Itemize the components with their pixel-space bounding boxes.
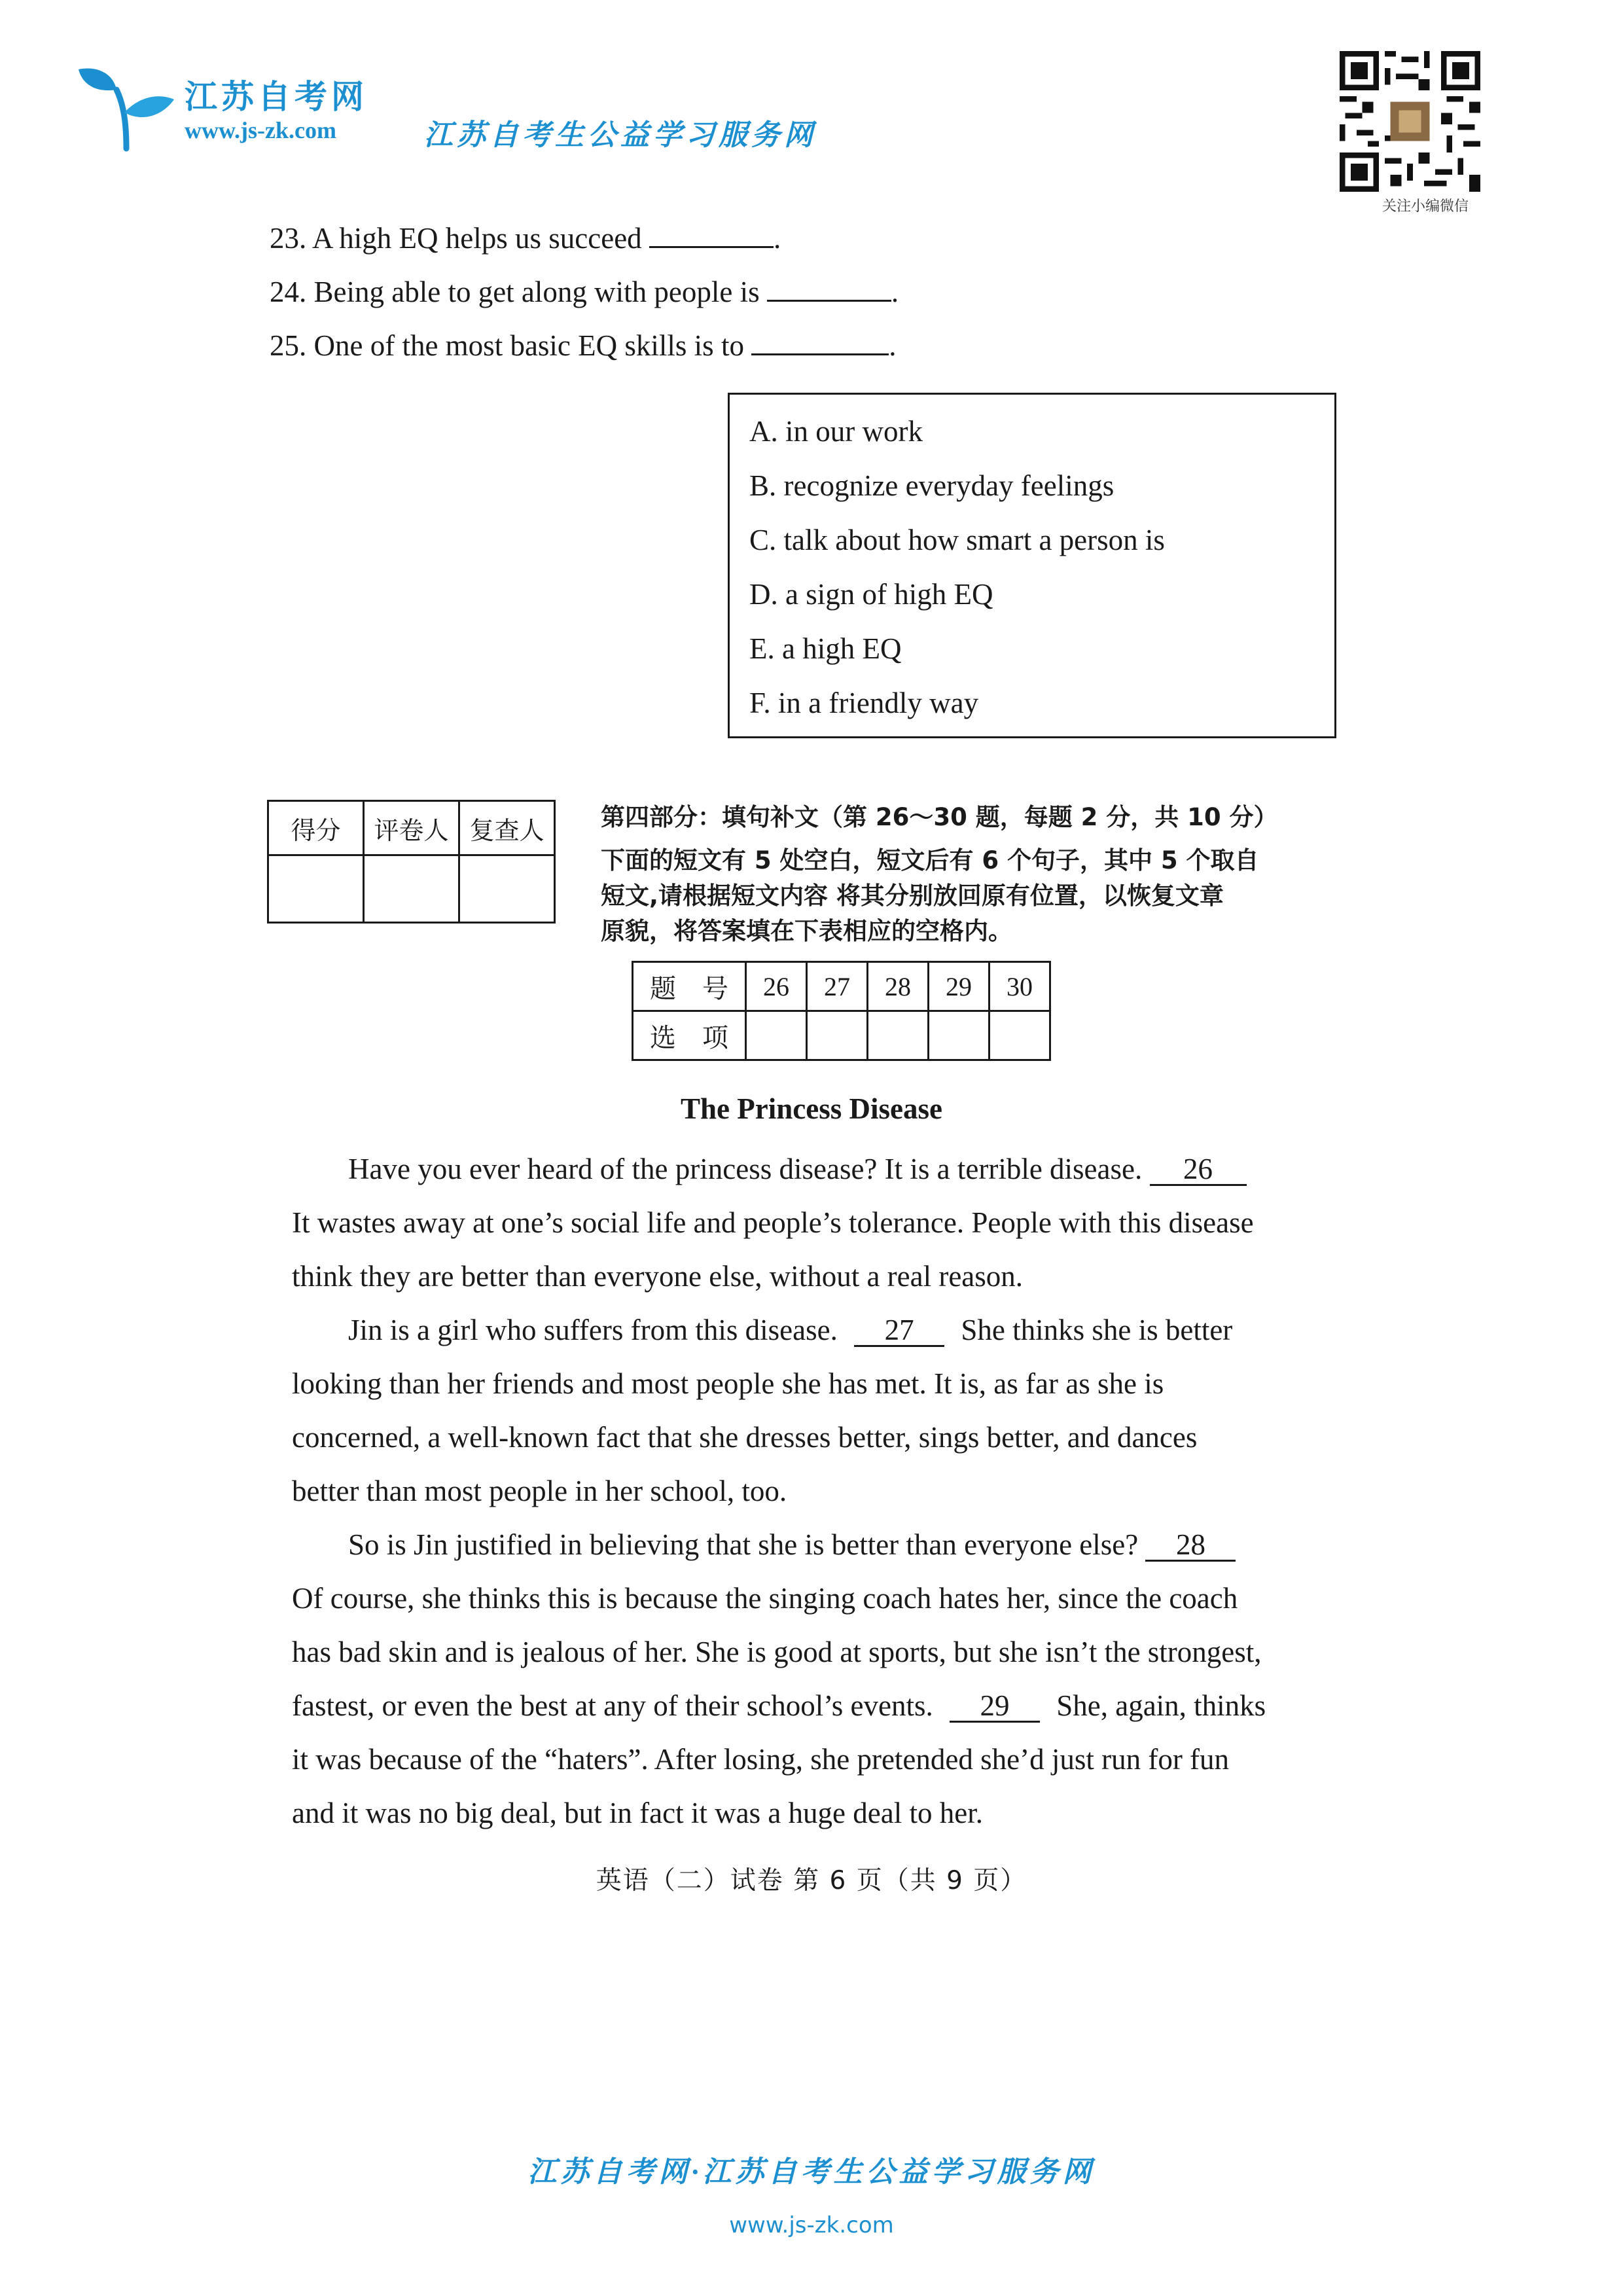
score-header: 得分 (268, 801, 364, 855)
answer-blank (649, 223, 774, 248)
site-url[interactable]: www.js-zk.com (185, 117, 336, 143)
part4-instruction-line: 下面的短文有 5 处空白，短文后有 6 个句子，其中 5 个取自 (601, 846, 1259, 874)
option-a: A. in our work (749, 415, 923, 448)
option-b: B. recognize everyday feelings (749, 469, 1115, 502)
passage-line: So is Jin justified in believing that she is better than everyone else? 28 (348, 1528, 1236, 1562)
passage-line: it was because of the “haters”. After losing, she pretended she’d just run for fun (292, 1743, 1230, 1776)
blank-29: 29 (950, 1691, 1040, 1723)
question-number: 29 (929, 962, 990, 1011)
question-number: 26 (746, 962, 807, 1011)
passage-line: concerned, a well-known fact that she dresses better, sings better, and dances (292, 1421, 1198, 1454)
passage-line: Jin is a girl who suffers from this disease. 27 She thinks she is better (348, 1314, 1233, 1346)
passage-line: Have you ever heard of the princess disease? It is a terrible disease. 26 (348, 1152, 1247, 1186)
question-24: 24. Being able to get along with people is . (270, 276, 899, 308)
question-23: 23. A high EQ helps us succeed . (270, 222, 781, 255)
blank-27: 27 (854, 1316, 944, 1347)
option-c: C. talk about how smart a person is (749, 524, 1165, 556)
option-e: E. a high EQ (749, 632, 902, 665)
site-slogan: 江苏自考生公益学习服务网 (424, 119, 817, 151)
answer-cell (746, 1011, 807, 1060)
passage-title: The Princess Disease (681, 1092, 942, 1125)
answer-cell (929, 1011, 990, 1060)
site-logo-icon (77, 60, 175, 152)
grader-cell (364, 855, 459, 923)
qr-caption: 关注小编微信 (1382, 198, 1469, 215)
option-label: 选 项 (633, 1011, 746, 1060)
footer-url[interactable]: www.js-zk.com (729, 2212, 894, 2238)
reviewer-header: 复查人 (459, 801, 555, 855)
score-cell (268, 855, 364, 923)
blank-26: 26 (1150, 1155, 1247, 1186)
passage-line: looking than her friends and most people she has met. It is, as far as she is (292, 1367, 1164, 1400)
answer-blank (767, 276, 891, 302)
options-box (728, 393, 1336, 738)
answer-blank (751, 330, 889, 355)
part4-title: 第四部分：填句补文（第 26～30 题，每题 2 分，共 10 分） (601, 803, 1278, 831)
site-name: 江苏自考网 (185, 78, 368, 116)
passage-line: fastest, or even the best at any of their school’s events. 29 She, again, thinks (292, 1689, 1266, 1722)
answer-table (632, 961, 1051, 1061)
grader-header: 评卷人 (364, 801, 459, 855)
passage-line: Of course, she thinks this is because the singing coach hates her, since the coach (292, 1582, 1238, 1615)
score-table (267, 800, 556, 924)
question-number: 28 (868, 962, 929, 1011)
question-number-label: 题 号 (633, 962, 746, 1011)
page-number-footer: 英语（二）试卷 第 6 页（共 9 页） (596, 1866, 1027, 1895)
reviewer-cell (459, 855, 555, 923)
passage-line: has bad skin and is jealous of her. She is good at sports, but she isn’t the strongest, (292, 1636, 1262, 1668)
part4-instruction-line: 原貌，将答案填在下表相应的空格内。 (601, 917, 1012, 945)
answer-cell (990, 1011, 1050, 1060)
question-number: 30 (990, 962, 1050, 1011)
answer-cell (868, 1011, 929, 1060)
passage-line: better than most people in her school, too. (292, 1475, 787, 1507)
answer-cell (807, 1011, 868, 1060)
footer-slogan: 江苏自考网·江苏自考生公益学习服务网 (527, 2156, 1096, 2188)
blank-28: 28 (1145, 1530, 1236, 1562)
passage-line: and it was no big deal, but in fact it was a huge deal to her. (292, 1797, 983, 1829)
passage-line: It wastes away at one’s social life and people’s tolerance. People with this disease (292, 1206, 1254, 1239)
question-number: 27 (807, 962, 868, 1011)
option-d: D. a sign of high EQ (749, 578, 993, 611)
qr-code-icon (1336, 51, 1484, 192)
part4-instruction-line: 短文,请根据短文内容 将其分别放回原有位置，以恢复文章 (601, 882, 1224, 910)
passage-line: think they are better than everyone else, without a real reason. (292, 1260, 1024, 1293)
option-f: F. in a friendly way (749, 687, 979, 719)
question-25: 25. One of the most basic EQ skills is to . (270, 329, 897, 362)
